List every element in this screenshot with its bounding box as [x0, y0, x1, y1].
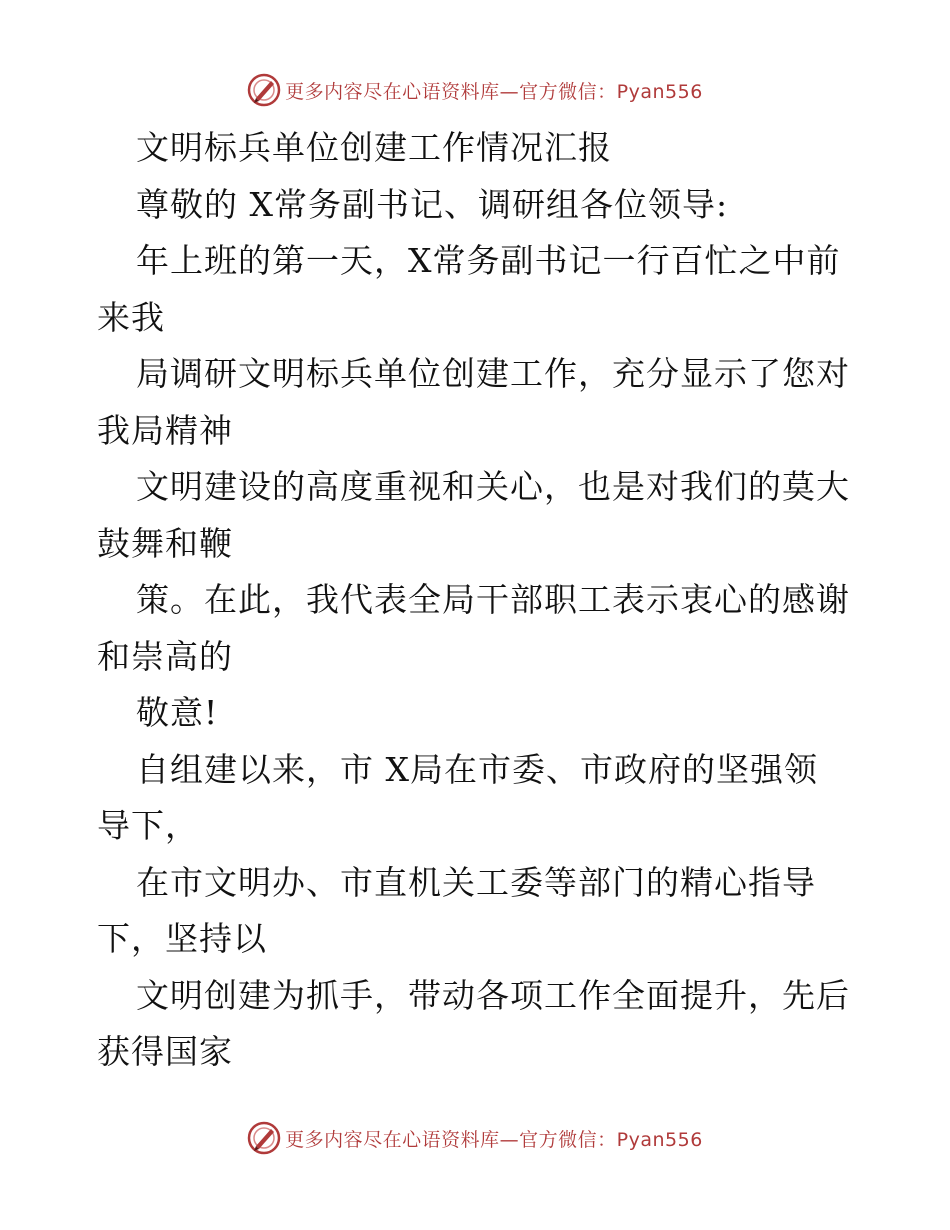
text-line: 策。在此，我代表全局干部职工表示衷心的感谢: [136, 580, 850, 619]
text-line: 鼓舞和鞭: [97, 523, 233, 563]
text-line: 敬意!: [136, 693, 219, 732]
text-line: 文明标兵单位创建工作情况汇报: [136, 128, 612, 167]
footer-watermark-banner: [0, 1118, 950, 1158]
document-body: [97, 120, 857, 1081]
text-line: 下，坚持以: [97, 919, 267, 958]
text-line: 文明创建为抓手，带动各项工作全面提升，先后: [136, 975, 850, 1015]
banner-text: 更多内容尽在心语资料库—官方微信：Pyan556: [285, 1128, 703, 1151]
header-watermark-banner: [0, 70, 950, 110]
pen-logo-icon: [247, 73, 281, 107]
banner-text: 更多内容尽在心语资料库—官方微信：Pyan556: [285, 80, 703, 103]
pen-logo-icon: [247, 1121, 281, 1155]
text-line: 文明建设的高度重视和关心，也是对我们的莫大: [136, 467, 850, 506]
text-line: 我局精神: [97, 410, 233, 450]
text-line: 导下，: [97, 806, 199, 845]
text-line: 在市文明办、市直机关工委等部门的精心指导: [136, 862, 816, 902]
text-line: 自组建以来，市 X局在市委、市政府的坚强领: [136, 749, 818, 789]
text-line: 局调研文明标兵单位创建工作，充分显示了您对: [136, 354, 850, 393]
text-line: 来我: [97, 297, 165, 337]
text-line: 和崇高的: [97, 636, 233, 676]
text-line: 尊敬的 X常务副书记、调研组各位领导:: [136, 184, 729, 224]
text-line: 获得国家: [97, 1032, 233, 1071]
text-line: 年上班的第一天，X常务副书记一行百忙之中前: [136, 241, 841, 280]
